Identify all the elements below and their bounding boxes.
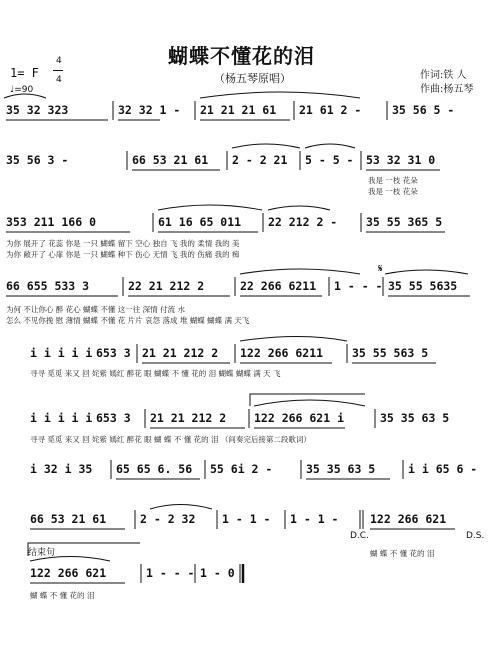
- lyric-line: 为你 敞开了 心扉 你是 一只 蝴蝶 种下 伤心 无情 飞 我的 伤痛 我的 痴: [6, 250, 240, 259]
- dal-segno-mark: D.S.: [466, 531, 485, 541]
- measure: 35 56 5 -: [392, 103, 455, 117]
- page-title: 蝴蝶不懂花的泪: [168, 44, 315, 68]
- tempo-marking: ♩=90: [10, 85, 34, 95]
- measure: 35 35 63 5: [380, 411, 450, 425]
- lyric-line: 蝴 蝶 不 懂 花的 泪: [370, 549, 435, 558]
- key-signature: 1= F: [10, 66, 39, 80]
- measure: 22 212 2 -: [268, 215, 338, 229]
- measure: 22 266 6211: [240, 279, 317, 293]
- measure: 1 - - -: [146, 566, 195, 580]
- measure: 65 65 6. 56: [116, 462, 193, 476]
- measure: 32 32 1 -: [118, 103, 181, 117]
- measure: i i i i i: [30, 346, 93, 360]
- measure: 35 56 3 -: [6, 153, 69, 167]
- measure: 122 266 621: [370, 512, 447, 526]
- time-signature-top: 4: [56, 56, 62, 66]
- measure: 66 53 21 61: [30, 512, 107, 526]
- measure: 5 - 5 -: [305, 153, 354, 167]
- measure: 1 - 1 -: [222, 512, 271, 526]
- measure: 55 6i 2 -: [210, 462, 273, 476]
- ending-phrase-mark: 结束句: [28, 548, 56, 558]
- measure: 35 55 365 5: [366, 215, 443, 229]
- quarter-note-icon: ♩: [10, 85, 15, 95]
- lyric-line: 怎么 不见你挽 慰 薄情 蝴蝶 不懂 花 片片 哀怨 落成 堆 蝴蝶 蝴蝶 满 天飞: [6, 316, 250, 325]
- lyric-line: 我是 一枝 花朵: [368, 176, 418, 185]
- lyric-line: 寻寻 觅觅 来又 回 姹紫 嫣红 醉花 眼 蝴 蝶 不 懂 花的 泪 （间奏完后接第二段歌词）: [30, 435, 311, 444]
- measure: 122 266 621: [30, 566, 107, 580]
- measure: 21 61 2 -: [299, 103, 362, 117]
- measure: 35 32 323: [6, 103, 69, 117]
- measure: 61 16 65 011: [158, 215, 242, 229]
- lyric-line: 为何 不让你心 醉 花心 蝴蝶 不懂 这一往 深情 付流 水: [6, 305, 185, 314]
- measure: 122 266 621 i: [254, 411, 345, 425]
- measure: i 32 i 35: [30, 462, 93, 476]
- lyric-line: 寻寻 觅觅 来又 回 姹紫 嫣红 醉花 眼 蝴蝶 不 懂 花的 泪 蝴蝶 蝴蝶 满 天 飞: [30, 369, 281, 378]
- time-signature-bottom: 4: [56, 75, 62, 85]
- measure: i i 65 6 -: [408, 462, 478, 476]
- measure: 653 3: [96, 411, 131, 425]
- measure: 22 21 212 2: [128, 279, 205, 293]
- da-capo-mark: D.C.: [350, 531, 369, 541]
- measure: 353 211 166 0: [6, 215, 97, 229]
- measure: 35 35 63 5: [306, 462, 376, 476]
- lyric-line: 我是 一枝 花朵: [368, 187, 418, 196]
- measure: 21 21 21 61: [200, 103, 277, 117]
- measure: 66 655 533 3: [6, 279, 90, 293]
- measure: 2 - 2 21: [232, 153, 288, 167]
- measure: 21 21 212 2: [150, 411, 227, 425]
- lyric-line: 为你 展开了 花蕊 你是 一只 蝴蝶 留下 空心 独自 飞 我的 柔情 我的 美: [6, 239, 240, 248]
- measure: 66 53 21 61: [132, 153, 209, 167]
- measure: 122 266 6211: [240, 346, 324, 360]
- measure: 35 55 5635: [388, 279, 458, 293]
- measure: 1 - - -: [334, 279, 383, 293]
- measure: 2 - 2 32: [140, 512, 196, 526]
- measure: 1 - 1 -: [290, 512, 339, 526]
- time-signature-divider: [53, 70, 63, 71]
- measure: i i i i i: [30, 411, 93, 425]
- lyric-line: 蝴 蝶 不 懂 花的 泪: [30, 591, 95, 600]
- composer: 作曲:杨五琴: [420, 84, 474, 95]
- lyricist: 作词:铁 人: [420, 70, 467, 81]
- measure: 653 3: [96, 346, 131, 360]
- subtitle: （杨五琴原唱）: [214, 72, 291, 85]
- measure: 35 55 563 5: [352, 346, 429, 360]
- measure: 1 - 0: [200, 566, 235, 580]
- segno-icon: 𝄋: [378, 262, 383, 275]
- measure: 53 32 31 0: [366, 153, 436, 167]
- measure: 21 21 212 2: [142, 346, 219, 360]
